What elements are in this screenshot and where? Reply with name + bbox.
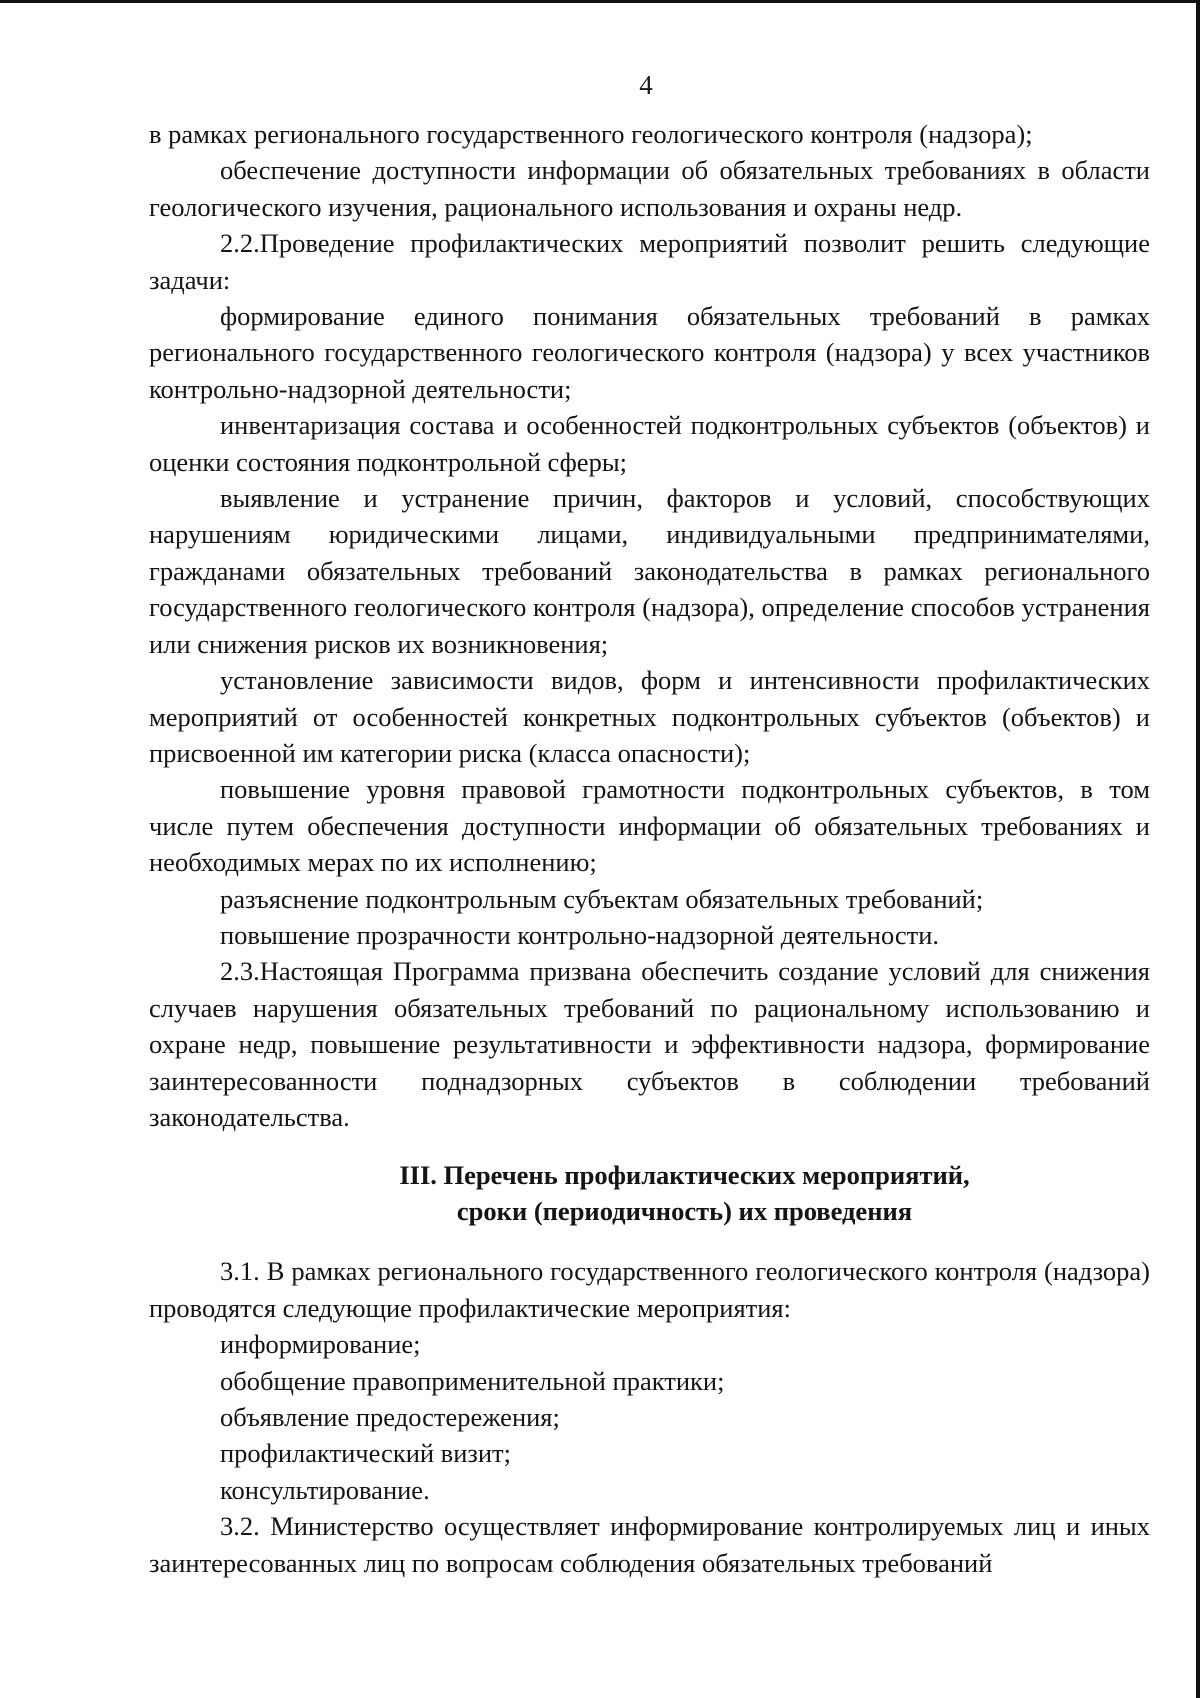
paragraph: повышение прозрачности контрольно-надзорной деятельности.	[220, 919, 940, 950]
list-item: консультирование.	[220, 1474, 430, 1505]
section-heading-line-2: сроки (периодичность) их проведения	[456, 1196, 913, 1227]
paragraph: 3.1. В рамках регионального государственного геологического контроля (надзора) проводятся следующие профилактические мероприятия:	[149, 1256, 1150, 1323]
scan-border-right	[1196, 0, 1200, 1698]
page-number: 4	[639, 70, 653, 100]
paragraph: в рамках регионального государственного геологического контроля (надзора);	[149, 119, 1033, 149]
paragraph: 3.2. Министерство осуществляет информирование контролируемых лиц и иных заинтересованных лиц по вопросам соблюдения обязательных требований	[149, 1511, 1150, 1578]
list-item: объявление предостережения;	[220, 1402, 560, 1432]
paragraph: 2.2.Проведение профилактических мероприятий позволит решить следующие задачи:	[149, 228, 1150, 295]
document-body	[149, 116, 1150, 1581]
list-item: информирование;	[220, 1329, 421, 1360]
paragraph: формирование единого понимания обязательных требований в рамках регионального государственного геологического контроля (надзора) у всех участников контрольно-надзорной деятельности;	[149, 301, 1150, 404]
list-item: обобщение правоприменительной практики;	[220, 1365, 725, 1396]
paragraph: инвентаризация состава и особенностей подконтрольных субъектов (объектов) и оценки состояния подконтрольной сферы;	[149, 410, 1150, 477]
scan-border-top	[0, 0, 1200, 3]
list-item: профилактический визит;	[220, 1438, 511, 1469]
paragraph: установление зависимости видов, форм и интенсивности профилактических мероприятий от особенностей конкретных подконтрольных субъектов (объектов) и присвоенной им категории риска (класса опасности);	[149, 665, 1150, 768]
paragraph: выявление и устранение причин, факторов и условий, способствующих нарушениям юридическими лицами, индивидуальными предпринимателями, гражданами обязательных требований законодательства в рамках регионального государственного геологического контроля (надзора), определение способов устранения или снижения рисков их возникновения;	[149, 483, 1150, 659]
section-heading	[149, 1157, 1150, 1229]
paragraph: разъяснение подконтрольным субъектам обязательных требований;	[220, 883, 984, 914]
paragraph-group-bottom	[149, 1253, 1150, 1581]
paragraph-group-top	[149, 116, 1150, 1135]
paragraph: 2.3.Настоящая Программа призвана обеспечить создание условий для снижения случаев нарушения обязательных требований по рациональному использованию и охране недр, повышение результативности и эффективности надзора, формирование заинтересованности поднадзорных субъектов в соблюдении требований законодательства.	[149, 956, 1150, 1132]
section-heading-line-1: III. Перечень профилактических мероприятий,	[399, 1160, 970, 1191]
paragraph: обеспечение доступности информации об обязательных требованиях в области геологического изучения, рационального использования и охраны недр.	[149, 155, 1150, 222]
paragraph: повышение уровня правовой грамотности подконтрольных субъектов, в том числе путем обеспечения доступности информации об обязательных требованиях и необходимых мерах по их исполнению;	[149, 774, 1150, 878]
